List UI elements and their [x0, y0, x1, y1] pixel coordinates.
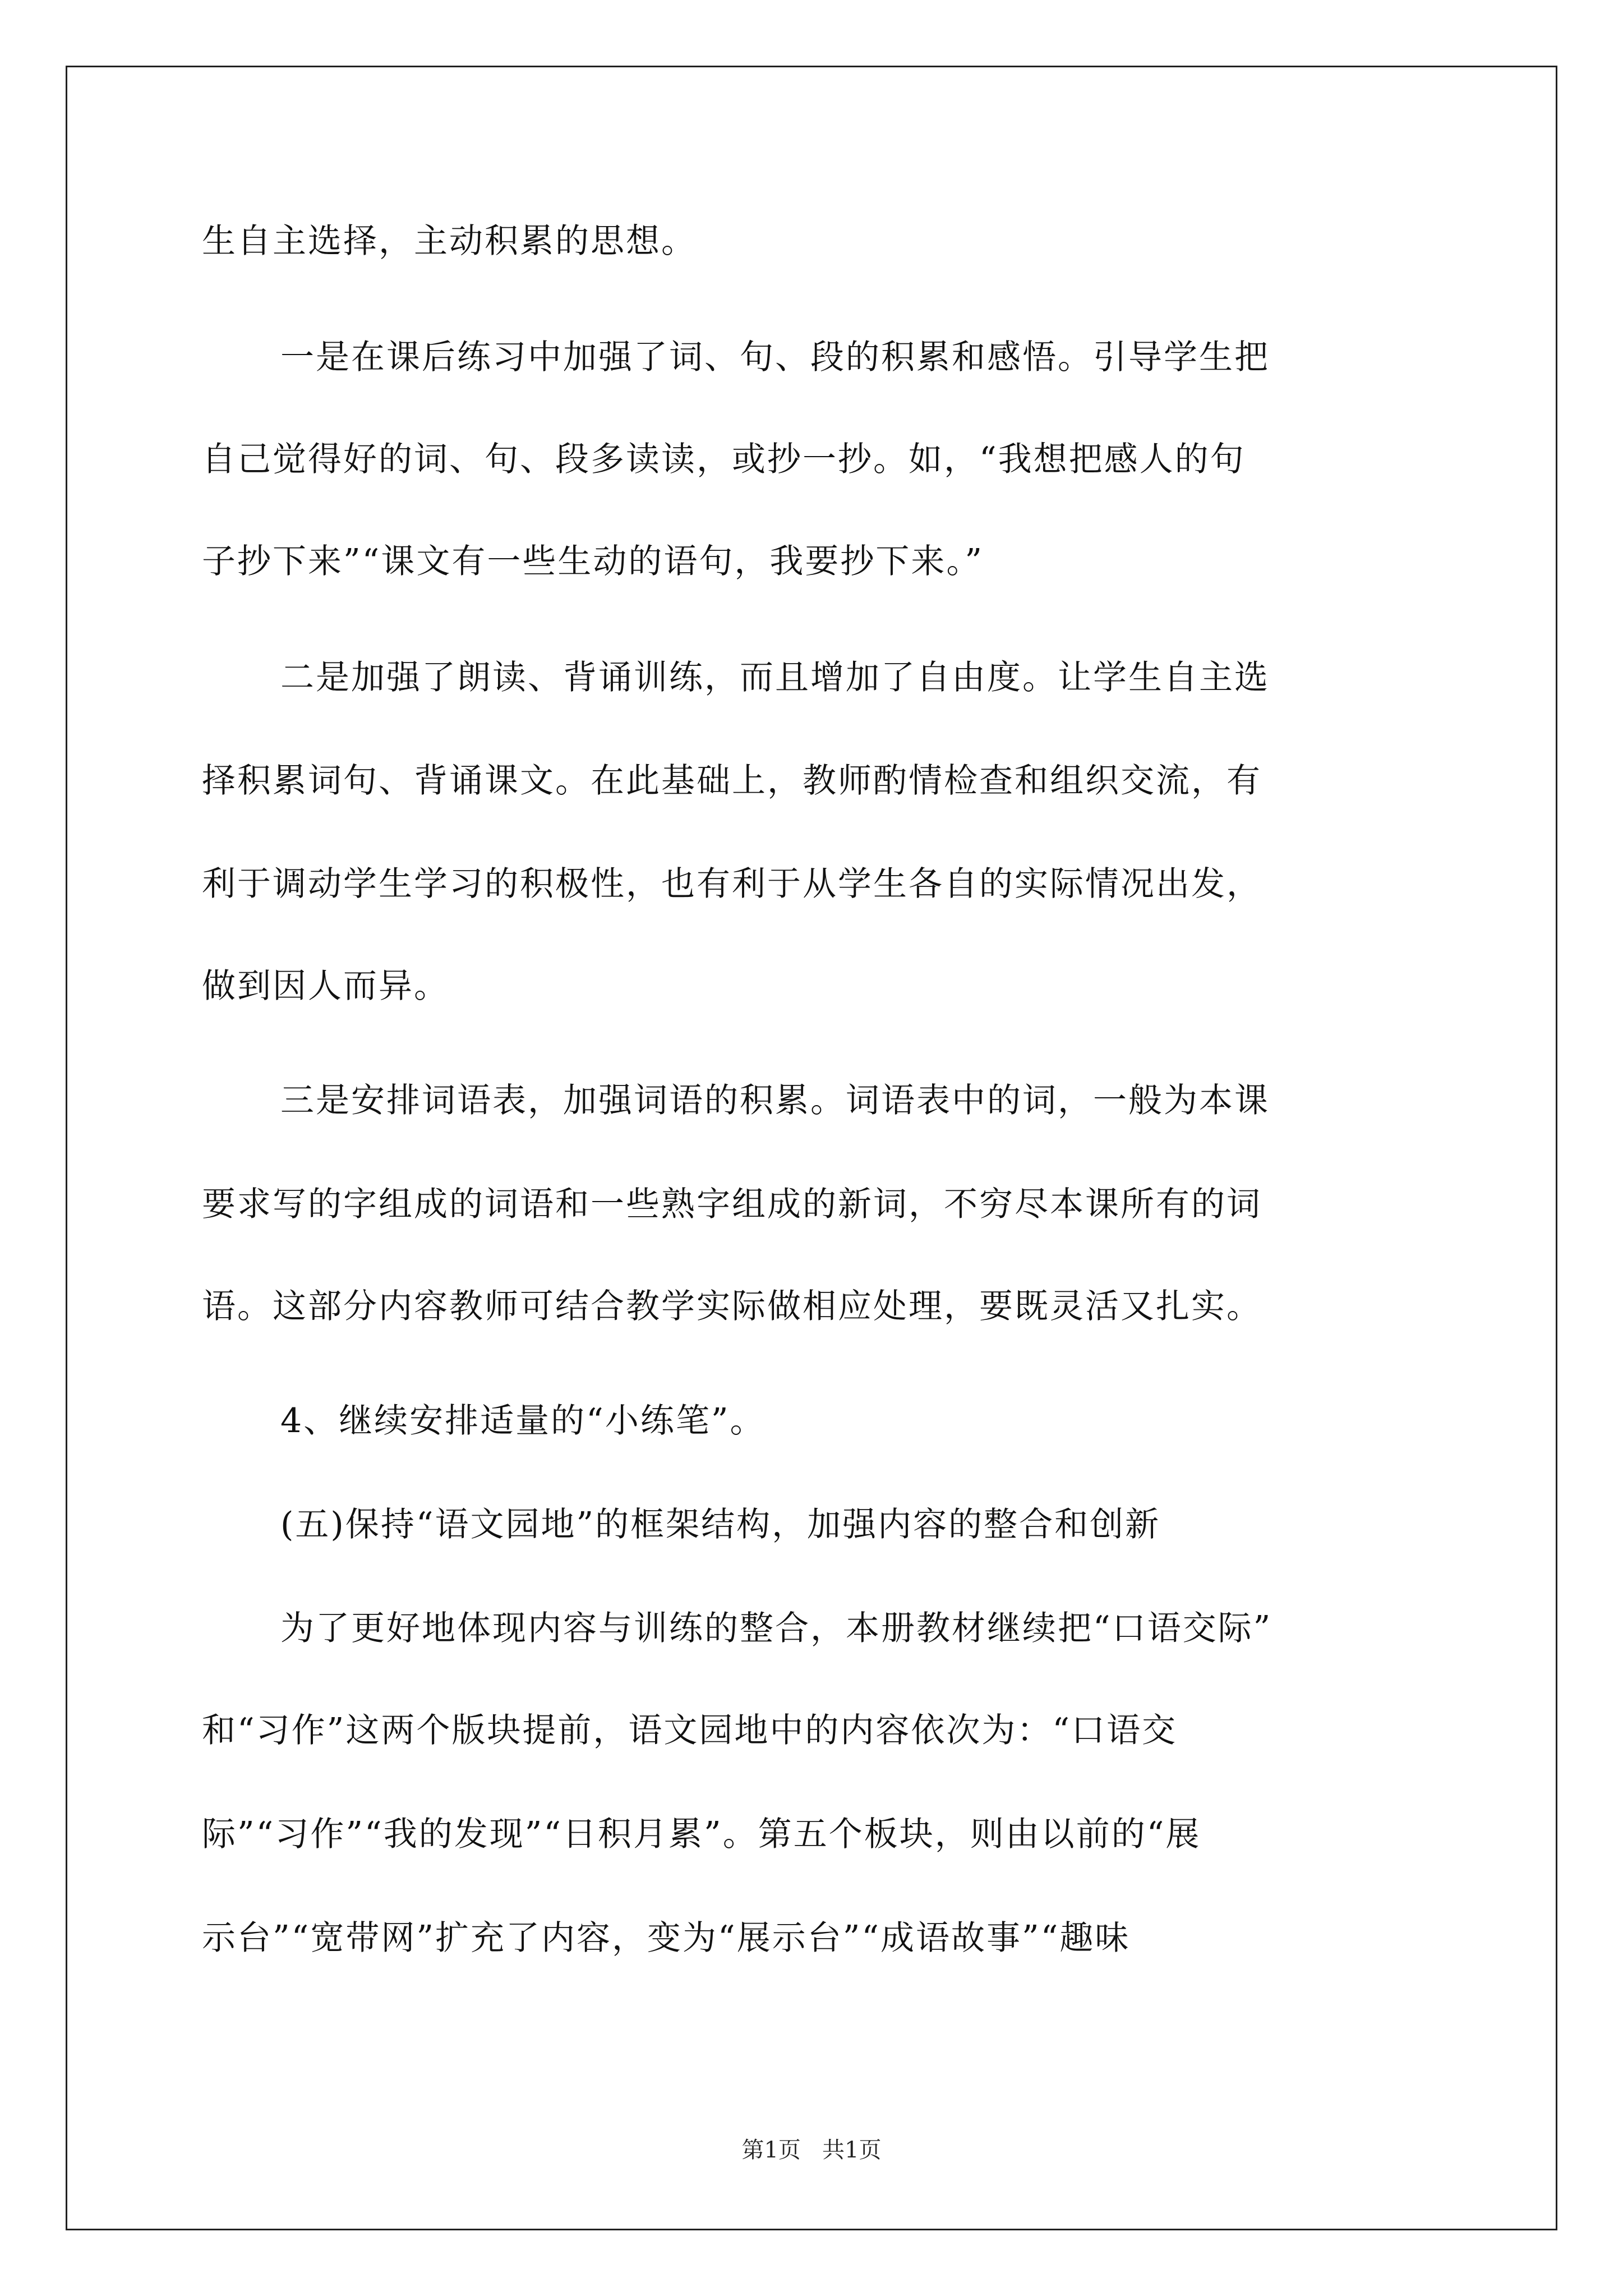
text-line: 子抄下来”“课文有一些生动的语句，我要抄下来。”	[202, 542, 984, 581]
text-line: 生自主选择，主动积累的思想。	[202, 222, 697, 261]
text-line: 和“习作”这两个版块提前，语文园地中的内容依次为：“口语交	[202, 1711, 1178, 1750]
text-line: 一是在课后练习中加强了词、句、段的积累和感悟。引导学生把	[280, 338, 1270, 377]
text-line: 示台”“宽带网”扩充了内容，变为“展示台”“成语故事”“趣味	[202, 1918, 1131, 1958]
text-line: 语。这部分内容教师可结合教学实际做相应处理，要既灵活又扎实。	[202, 1287, 1262, 1326]
section-heading: (五)保持“语文园地”的框架结构，加强内容的整合和创新	[280, 1505, 1161, 1544]
text-line: 为了更好地体现内容与训练的整合，本册教材继续把“口语交际”	[280, 1609, 1272, 1648]
page-border	[66, 66, 1557, 2230]
text-line: 择积累词句、背诵课文。在此基础上，教师酌情检查和组织交流，有	[202, 761, 1262, 800]
text-line: 三是安排词语表，加强词语的积累。词语表中的词，一般为本课	[280, 1081, 1270, 1120]
text-line: 利于调动学生学习的积极性，也有利于从学生各自的实际情况出发，	[202, 864, 1262, 904]
page-number-footer: 第1页 共1页	[741, 2137, 882, 2163]
text-line: 自己觉得好的词、句、段多读读，或抄一抄。如，“我想把感人的句	[202, 440, 1246, 479]
text-line: 做到因人而异。	[202, 967, 449, 1006]
list-item-heading: 4、继续安排适量的“小练笔”。	[280, 1401, 766, 1441]
text-line: 际”“习作”“我的发现”“日积月累”。第五个板块，则由以前的“展	[202, 1815, 1201, 1854]
text-line: 要求写的字组成的词语和一些熟字组成的新词，不穷尽本课所有的词	[202, 1185, 1262, 1224]
text-line: 二是加强了朗读、背诵训练，而且增加了自由度。让学生自主选	[280, 658, 1270, 697]
